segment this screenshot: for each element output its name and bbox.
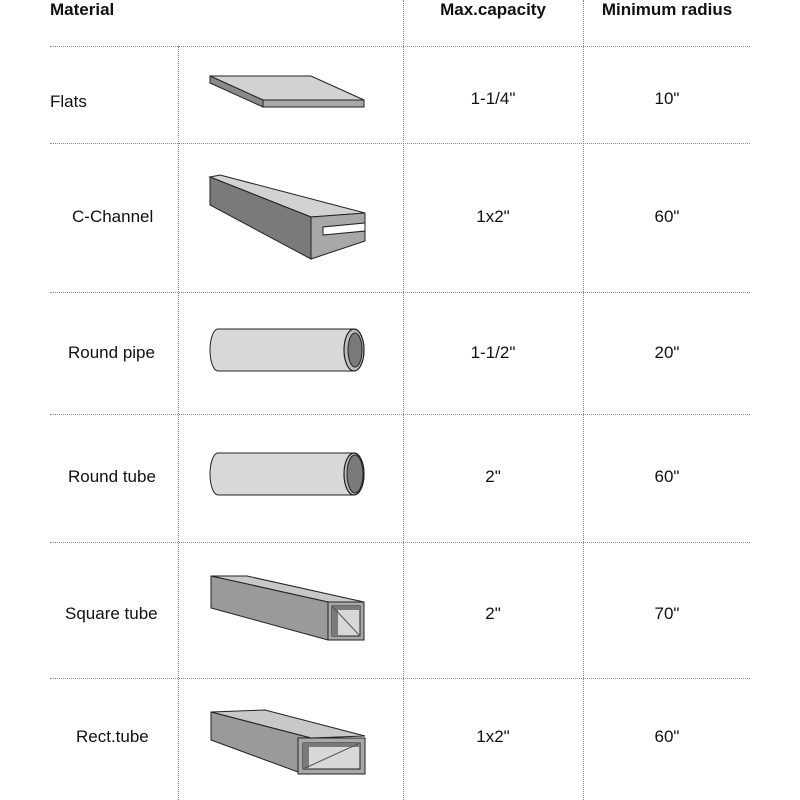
- max-capacity-value: 1-1/2": [470, 343, 516, 362]
- minimum-radius-value: 60": [654, 207, 680, 226]
- material-name: C-Channel: [72, 207, 154, 226]
- column-divider-capacity: [403, 0, 404, 800]
- header-minimum-radius: Minimum radius: [601, 0, 733, 19]
- material-name: Square tube: [65, 604, 158, 623]
- row-divider: [50, 414, 750, 415]
- square-tube-icon: [208, 574, 368, 644]
- row-divider: [50, 46, 750, 47]
- column-divider-radius: [583, 0, 584, 800]
- round-tube-icon: [208, 450, 368, 500]
- round-pipe-icon: [208, 326, 368, 376]
- flat-bar-icon: [208, 74, 368, 114]
- header-material: Material: [50, 0, 115, 19]
- minimum-radius-value: 60": [654, 727, 680, 746]
- header-max-capacity: Max.capacity: [440, 0, 546, 19]
- rect-tube-icon: [208, 708, 368, 778]
- row-divider: [50, 542, 750, 543]
- row-divider: [50, 143, 750, 144]
- material-name: Rect.tube: [76, 727, 149, 746]
- row-divider: [50, 292, 750, 293]
- material-name: Round tube: [68, 467, 156, 486]
- material-name: Flats: [50, 92, 87, 111]
- max-capacity-value: 1x2": [476, 727, 510, 746]
- row-divider: [50, 678, 750, 679]
- minimum-radius-value: 60": [654, 467, 680, 486]
- minimum-radius-value: 70": [654, 604, 680, 623]
- material-name: Round pipe: [68, 343, 155, 362]
- max-capacity-value: 2": [485, 604, 501, 623]
- max-capacity-value: 2": [485, 467, 501, 486]
- max-capacity-value: 1-1/4": [470, 89, 516, 108]
- minimum-radius-value: 20": [654, 343, 680, 362]
- column-divider-image: [178, 46, 179, 800]
- c-channel-icon: [208, 173, 368, 263]
- minimum-radius-value: 10": [654, 89, 680, 108]
- max-capacity-value: 1x2": [476, 207, 510, 226]
